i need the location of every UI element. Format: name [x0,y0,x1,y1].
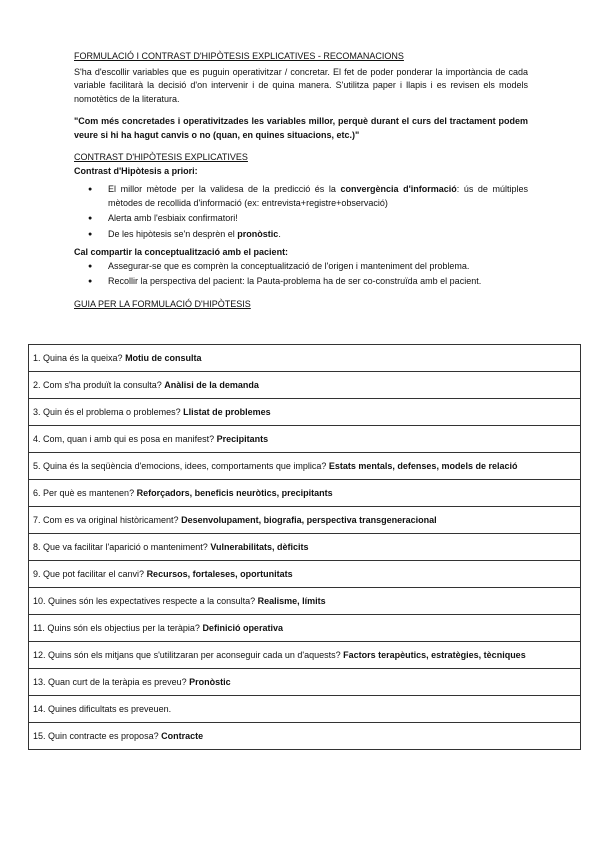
list-item [74,228,528,242]
guide-question: 6. Per què es mantenen? [33,488,137,498]
table-row [29,345,581,372]
guide-answer: Realisme, límits [257,596,326,606]
table-row [29,534,581,561]
guide-question: 7. Com es va original històricament? [33,515,182,525]
table-row [29,453,581,480]
section-title-guide: GUIA PER LA FORMULACIÓ D'HIPÒTESIS [74,298,251,309]
intro-paragraph: S'ha d'escollir variables que es puguin operativitzar / concretar. El fet de poder ponderar la importància de cada variable facilitarà la decisió d'on intervenir i de quina manera. S'utilitza paper i llapis i es revisen els models nomotètics de la literatura. [74,66,528,104]
list-item: ● Alerta amb l'esbiaix confirmatori! [74,212,528,226]
bullet-bold-text: convergència d'informació [340,184,457,194]
guide-question: 13. Quan curt de la teràpia es preveu? [33,677,190,687]
table-cell [29,588,581,615]
guide-answer: Precipitants [216,434,269,444]
table-row [29,399,581,426]
table-cell [29,345,581,372]
table-cell [29,642,581,669]
guide-question: 15. Quin contracte es proposa? [33,731,162,741]
guide-question: 2. Com s'ha produït la consulta? [33,380,165,390]
table-cell [29,723,581,750]
guide-question: 5. Quina és la seqüència d'emocions, idees, comportaments que implica? [33,461,329,471]
table-row [29,561,581,588]
contrast-bullet-list [74,183,528,241]
section-title-recommendations: FORMULACIÓ I CONTRAST D'HIPÒTESIS EXPLICATIVES - RECOMANACIONS [74,51,404,61]
bullet-text: : ús de múltiples mètodes de recollida d'informació (ex: entrevista+registre+observació) [108,184,529,208]
guide-answer: Recursos, fortaleses, oportunitats [146,569,293,579]
table-cell [29,372,581,399]
contrast-subtitle: Contrast d'Hipòtesis a priori: [74,165,198,176]
guide-question: 8. Que va facilitar l'aparició o manteniment? [33,542,211,552]
guide-answer: Pronòstic [189,677,231,687]
table-cell [29,615,581,642]
guide-answer: Anàlisi de la demanda [164,380,259,390]
guide-question: 3. Quin és el problema o problemes? [33,407,184,417]
guide-question: 4. Com, quan i amb qui es posa en manifest? [33,434,217,444]
guide-question: 1. Quina és la queixa? [33,353,126,363]
guide-answer: Llistat de problemes [183,407,271,417]
guide-answer: Vulnerabilitats, dèficits [210,542,309,552]
table-row [29,372,581,399]
bullet-text: . [278,228,281,239]
guide-question: 9. Que pot facilitar el canvi? [33,569,147,579]
table-cell [29,507,581,534]
section-title-contrast: CONTRAST D'HIPÒTESIS EXPLICATIVES [74,152,248,162]
table-row [29,642,581,669]
table-row [29,507,581,534]
guide-answer: Motiu de consulta [125,353,202,363]
table-cell [29,399,581,426]
guide-answer: Factors terapèutics, estratègies, tècniques [343,650,526,660]
guide-answer: Reforçadors, beneficis neuròtics, precipitants [136,488,333,498]
table-cell [29,561,581,588]
table-cell [29,453,581,480]
table-row [29,615,581,642]
table-row [29,426,581,453]
guide-answer: Estats mentals, defenses, models de relació [328,461,518,471]
guide-answer: Definició operativa [202,623,283,633]
guide-question: 12. Quins són els mitjans que s'utilitzaran per aconseguir cada un d'aquests? [33,650,344,660]
list-item [74,183,528,210]
guide-question: 11. Quins són els objectius per la teràpia? [33,623,203,633]
guide-table [28,344,581,750]
table-row [29,480,581,507]
bullet-text: De les hipòtesis se'n desprèn el [108,228,238,239]
table-row [29,669,581,696]
table-row [29,723,581,750]
share-bullet-list [74,260,528,289]
guide-question: 14. Quines dificultats es preveuen. [33,704,172,714]
table-row [29,588,581,615]
bullet-text: El millor mètode per la validesa de la predicció és la [108,184,341,194]
table-row [29,696,581,723]
guide-answer: Desenvolupament, biografia, perspectiva transgeneracional [181,515,437,525]
bullet-bold-text: pronòstic [237,228,279,239]
document-body [74,50,528,311]
guide-answer: Contracte [161,731,204,741]
quote-paragraph: "Com més concretades i operativitzades les variables millor, perquè durant el curs del tractament podem veure si hi ha hagut canvis o no (quan, en quines situacions, etc.)" [74,116,528,140]
list-item: ● Recollir la perspectiva del pacient: la Pauta-problema ha de ser co-construïda amb el pacient. [74,275,528,289]
share-title: Cal compartir la conceptualització amb el pacient: [74,247,289,257]
table-cell [29,480,581,507]
list-item: ● Assegurar-se que es comprèn la conceptualització de l'origen i manteniment del problema. [74,260,528,274]
table-cell [29,534,581,561]
guide-question: 10. Quines són les expectatives respecte a la consulta? [33,596,258,606]
table-cell [29,426,581,453]
table-cell [29,696,581,723]
table-cell [29,669,581,696]
